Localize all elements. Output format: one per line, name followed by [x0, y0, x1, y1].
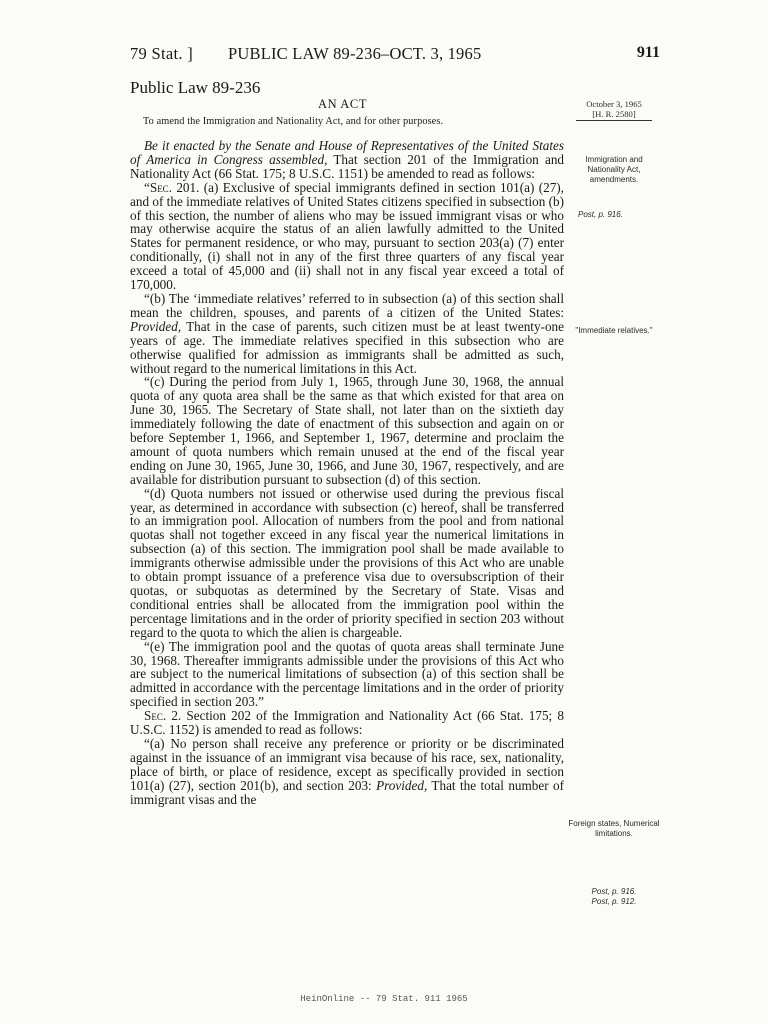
crossref-a: Post, p. 916. — [591, 887, 637, 896]
section-label: “Sec. 201. — [144, 179, 200, 195]
section-201-d: “(d) Quota numbers not issued or otherwise used during the previous fiscal year, as determined in accordance with subsection (c) hereof, shall be transferred to an immigration pool. Allocation of numbers from the pool and from national quotas shall not together exceed in any fiscal year the numerical limitations in subsection (a) of this section. The immigration pool shall be made available to immigrants otherwise admissible under the provisions of this Act who are unable to obtain prompt issuance of a preference visa due to oversubscription of their quotas, or subquotas as determined by the Secretary of State. Visas and conditional entries shall be allocated from the immigration pool within the percentage limitations and in the order of priority specified in section 203 without regard to the quota to which the alien is chargeable. — [130, 485, 564, 640]
source-footer: HeinOnline -- 79 Stat. 911 1965 — [300, 994, 468, 1004]
section-201-e: “(e) The immigration pool and the quotas of quota areas shall terminate June 30, 1968. Thereafter immigrants admissible under the provisions of this Act who are subject to the numerical limitations of subsection (a) of this section shall be admitted in accordance with the percentage limitations and in the order of priority specified in section 203.” — [130, 638, 564, 710]
enactment-date: October 3, 1965 — [586, 99, 642, 109]
running-title: PUBLIC LAW 89-236–OCT. 3, 1965 — [228, 44, 482, 63]
section-201-c: “(c) During the period from July 1, 1965, through June 30, 1968, the annual quota of any quota area shall be the same as that which existed for that area on June 30, 1965. The Secretary of State shall, not later than on the sixtieth day immediately following the date of enactment of this subsection and again on or before September 1, 1966, and September 1, 1967, determine and proclaim the amount of quota numbers which remain unused at the end of the fiscal year ending on June 30, 1965, June 30, 1966, and June 30, 1967, respectively, and are available for distribution pursuant to subsection (d) of this section. — [130, 374, 564, 487]
section-2 — [130, 709, 564, 737]
margin-note-amendments: Immigration and Nationality Act, amendments. — [585, 155, 643, 184]
enacting-formula: Be it enacted by the Senate and House of Representatives of the United States of America in Congress assembled, — [130, 138, 564, 167]
margin-note-crossrefs — [568, 887, 660, 907]
bill-number: [H. R. 2580] — [592, 109, 636, 119]
margin-note-numerical-limitations: Foreign states, Numerical limitations. — [568, 819, 660, 838]
proviso: Provided, — [130, 318, 182, 334]
paragraph-text: “(a) No person shall receive any preference or priority or be discriminated against in the issuance of an immigrant visa because of his race, sex, nationality, place of birth, or place of residence, except as specifically provided in section 101(a) (27), section 201(b), and section 203: — [130, 735, 564, 793]
paragraph-text: That in the case of parents, such citizen must be at least twenty-one years of age. The immediate relatives specified in this subsection who are otherwise qualified for admission as immigrants shall be admitted as such, without regard to the numerical limitations in this Act. — [130, 318, 564, 376]
paragraph-text: “(b) The ‘immediate relatives’ referred to in subsection (a) of this section shall mean the children, spouses, and parents of a citizen of the United States: — [130, 290, 564, 320]
enacting-clause — [130, 139, 564, 181]
margin-date-note — [568, 99, 660, 121]
law-title: Public Law 89-236 — [130, 78, 261, 97]
running-header — [130, 44, 660, 68]
section-201-b — [130, 292, 564, 375]
page-number: 911 — [636, 44, 660, 61]
section-text: Section 202 of the Immigration and Nationality Act (66 Stat. 175; 8 U.S.C. 1152) is amended to read as follows: — [130, 708, 564, 738]
crossref-b: Post, p. 912. — [591, 897, 637, 906]
divider — [576, 120, 652, 121]
section-label: Sec. 2. — [144, 708, 182, 724]
margin-note-immediate-relatives: "Immediate relatives." — [575, 326, 653, 335]
act-heading: AN ACT — [318, 97, 368, 111]
main-text — [130, 139, 564, 807]
proviso: Provided, — [376, 777, 428, 793]
section-202-a — [130, 737, 564, 807]
enacting-text: That section 201 of the Immigration and Nationality Act (66 Stat. 175; 8 U.S.C. 1151) be amended to read as follows: — [130, 151, 565, 181]
paragraph-text: That the total number of immigrant visas and the — [130, 777, 564, 807]
section-201-a — [130, 181, 564, 292]
act-purpose: To amend the Immigration and Nationality Act, and for other purposes. — [143, 116, 444, 127]
margin-note-crossref: Post, p. 916. — [578, 210, 623, 219]
section-text: (a) Exclusive of special immigrants defined in section 101(a) (27), and of the immediate relatives of United States citizens specified in subsection (b) of this section, the number of aliens who may be issued immigrant visas or who may otherwise acquire the status of an alien lawfully admitted to the United States for permanent residence, or who may, pursuant to section 203(a) (7) enter conditionally, (i) shall not in any of the first three quarters of any fiscal year exceed a total of 45,000 and (ii) shall not in any fiscal year exceed a total of 170,000. — [130, 179, 564, 293]
statute-volume: 79 Stat. ] — [130, 44, 194, 63]
